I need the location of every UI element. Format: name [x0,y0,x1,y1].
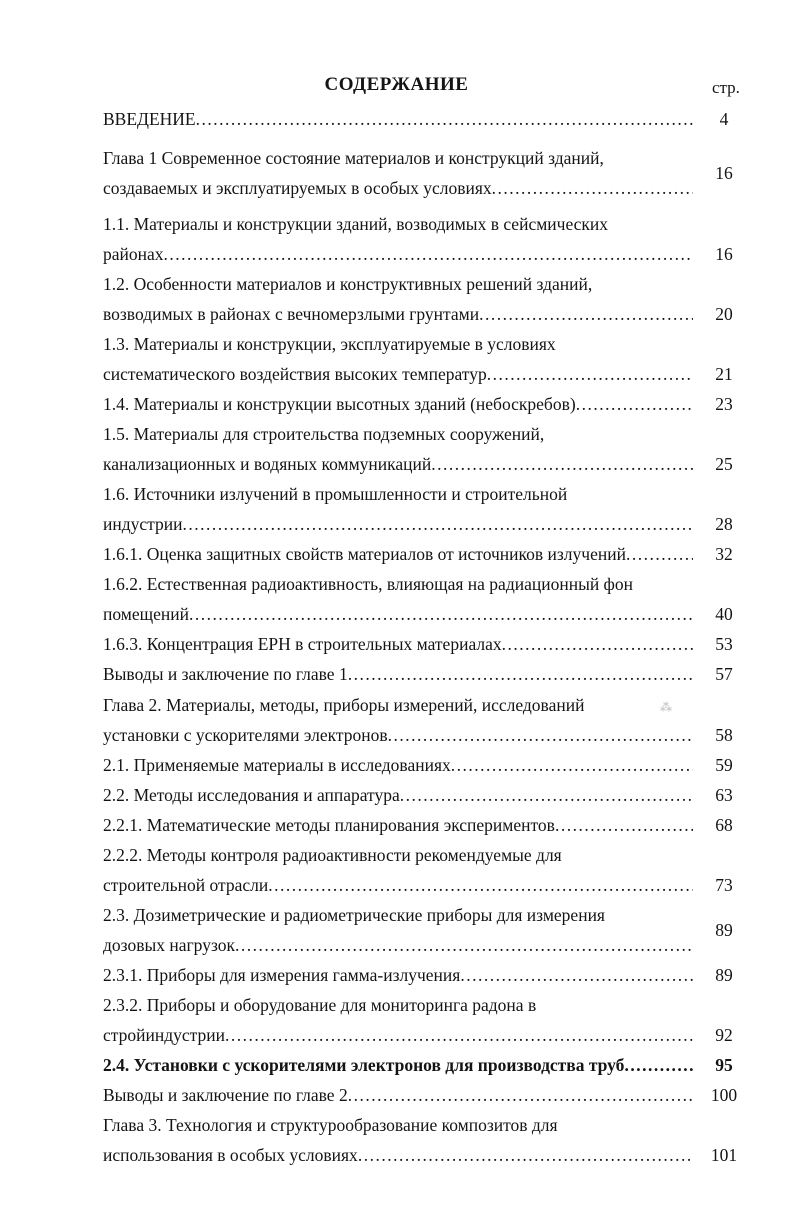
toc-page-number[interactable]: 21 [715,364,733,384]
toc-entry[interactable] [103,690,693,750]
toc-entry-leader-row [103,104,693,134]
toc-entry[interactable] [103,143,693,203]
page-title: СОДЕРЖАНИЕ [324,74,469,95]
dot-leader [624,1050,693,1080]
toc-entry-text: 1.1. Материалы и конструкции зданий, возводимых в сейсмических [103,214,609,234]
toc-entry-text: 2.1. Применяемые материалы в исследованиях [103,755,451,775]
dot-leader [626,539,693,569]
dot-leader [268,870,693,900]
dot-leader [225,1020,693,1050]
toc-entry-text: установки с ускорителями электронов [103,725,388,745]
toc-entry[interactable] [103,389,693,419]
toc-page-number[interactable]: 58 [715,725,733,745]
toc-entry[interactable] [103,990,693,1050]
toc-page-number[interactable]: 25 [715,454,733,474]
toc-page-number[interactable]: 63 [715,785,733,805]
toc-entry-leader-row [103,599,693,629]
scan-artifact-icon: ⁂ [660,700,672,714]
toc-page-number[interactable]: 16 [715,163,733,183]
toc-entry-leader-row [103,1080,693,1110]
toc-entry-leader-row [103,1140,693,1170]
toc-entry[interactable] [103,960,693,990]
toc-entry-leader-row [103,239,693,269]
toc-entry-text: 2.2.2. Методы контроля радиоактивности рекомендуемые для [103,845,562,865]
toc-page-number[interactable]: 100 [710,1085,738,1105]
toc-entry-text: 1.6.1. Оценка защитных свойств материалов от источников излучений [103,544,626,564]
toc-page-number[interactable]: 101 [710,1145,738,1165]
toc-entry-leader-row [103,1050,693,1080]
toc-entry[interactable] [103,780,693,810]
toc-entry-leader-row [103,449,693,479]
toc-entry-text: использования в особых условиях [103,1145,358,1165]
toc-entry-leader-row [103,629,693,659]
toc-page-number[interactable]: 92 [715,1025,733,1045]
toc-page-number[interactable]: 89 [715,920,733,940]
toc-entry-text: 2.3.1. Приборы для измерения гамма-излучения [103,965,461,985]
toc-entry-leader-row [103,359,693,389]
toc-entry-text: стройиндустрии [103,1025,225,1045]
toc-page-number[interactable]: 20 [715,304,733,324]
toc-page-number[interactable]: 68 [715,815,733,835]
toc-entry-leader-row [103,870,693,900]
toc-entry-leader-row [103,299,693,329]
toc-entry-leader-row [103,389,693,419]
toc-entry-text: канализационных и водяных коммуникаций [103,454,432,474]
dot-leader [348,659,693,689]
dot-leader [451,750,693,780]
dot-leader [196,104,693,134]
toc-entry-text: 2.3.2. Приборы и оборудование для мониторинга радона в [103,995,537,1015]
toc-entry[interactable] [103,479,693,539]
toc-entry-text: возводимых в районах с вечномерзлыми грунтами [103,304,480,324]
toc-entry[interactable] [103,104,693,134]
toc-entry[interactable] [103,1080,693,1110]
toc-entry-text: 1.4. Материалы и конструкции высотных зданий (небоскребов) [103,394,576,414]
toc-page-number[interactable]: 16 [715,244,733,264]
toc-entry-text: 1.2. Особенности материалов и конструктивных решений зданий, [103,274,593,294]
toc-page-number[interactable]: 59 [715,755,733,775]
toc-page-number[interactable]: 28 [715,514,733,534]
dot-leader [183,509,694,539]
toc-entry[interactable] [103,1050,693,1080]
toc-entry[interactable] [103,900,693,960]
toc-entry-leader-row [103,960,693,990]
toc-entry[interactable] [103,840,693,900]
dot-leader [479,299,693,329]
toc-entry-leader-row [103,539,693,569]
toc-page-number[interactable]: 95 [715,1055,733,1075]
toc-entry-leader-row [103,509,693,539]
toc-entry[interactable] [103,750,693,780]
toc-entry-text: дозовых нагрузок [103,935,236,955]
toc-entry-leader-row [103,173,693,203]
toc-entry-text: систематического воздействия высоких температур [103,364,487,384]
toc-entry-text: ВВЕДЕНИЕ [103,109,196,129]
dot-leader [400,780,693,810]
toc-entry-leader-row [103,780,693,810]
toc-entry-text: 2.2. Методы исследования и аппаратура [103,785,400,805]
toc-page-number[interactable]: 73 [715,875,733,895]
toc-entry-text: 1.6.2. Естественная радиоактивность, влияющая на радиационный фон [103,574,634,594]
dot-leader [492,173,693,203]
toc-entry[interactable] [103,569,693,629]
toc-entry[interactable] [103,810,693,840]
toc-page-number[interactable]: 4 [719,109,729,129]
toc-entry-leader-row [103,810,693,840]
dot-leader [431,449,693,479]
toc-entry[interactable] [103,209,693,269]
dot-leader [460,960,693,990]
page-column-label: стр. [712,78,740,97]
toc-entry[interactable] [103,419,693,479]
dot-leader [502,629,693,659]
toc-entry-leader-row [103,1020,693,1050]
dot-leader [189,599,693,629]
toc-page-number[interactable]: 32 [715,544,733,564]
toc-entry-text: 2.3. Дозиметрические и радиометрические приборы для измерения [103,905,605,925]
toc-entry-text: 1.6. Источники излучений в промышленности и строительной [103,484,568,504]
toc-entry[interactable] [103,329,693,389]
dot-leader [348,1080,693,1110]
dot-leader [555,810,693,840]
toc-entry-text: 1.3. Материалы и конструкции, эксплуатируемые в условиях [103,334,556,354]
toc-entry-text: Выводы и заключение по главе 1 [103,664,348,684]
toc-entry-leader-row [103,720,693,750]
toc-entry-text: строительной отрасли [103,875,269,895]
dot-leader [358,1140,693,1170]
toc-entry-text: 1.5. Материалы для строительства подземных сооружений, [103,424,545,444]
toc-entry-text: Глава 1 Современное состояние материалов и конструкций зданий, [103,148,604,168]
toc-entry[interactable] [103,539,693,569]
toc-entry-text: 2.2.1. Математические методы планирования экспериментов [103,815,555,835]
toc-page-number[interactable]: 53 [715,634,733,654]
toc-page-number[interactable]: 57 [715,664,733,684]
dot-leader [164,239,693,269]
toc-entry[interactable] [103,269,693,329]
toc-entry[interactable] [103,629,693,659]
toc-entry-leader-row [103,930,693,960]
toc-entry-text: 2.4. Установки с ускорителями электронов для производства труб [103,1055,625,1075]
toc-entry-leader-row [103,659,693,689]
toc-entry-text: создаваемых и эксплуатируемых в особых условиях [103,178,492,198]
toc-entry[interactable] [103,659,693,689]
toc-entry-text: Глава 2. Материалы, методы, приборы измерений, исследований [103,695,585,715]
toc-entry[interactable] [103,1110,693,1170]
toc-entry-text: Выводы и заключение по главе 2 [103,1085,348,1105]
dot-leader [576,389,693,419]
toc-page-number[interactable]: 23 [715,394,733,414]
dot-leader [388,720,693,750]
dot-leader [235,930,693,960]
dot-leader [487,359,693,389]
toc-entry-text: помещений [103,604,189,624]
toc-entry-text: индустрии [103,514,183,534]
toc-entry-text: Глава 3. Технология и структурообразование композитов для [103,1115,558,1135]
toc-page-number[interactable]: 89 [715,965,733,985]
toc-entry-leader-row [103,750,693,780]
toc-entry-text: районах [103,244,164,264]
toc-page-number[interactable]: 40 [715,604,733,624]
toc-entry-text: 1.6.3. Концентрация ЕРН в строительных материалах [103,634,502,654]
